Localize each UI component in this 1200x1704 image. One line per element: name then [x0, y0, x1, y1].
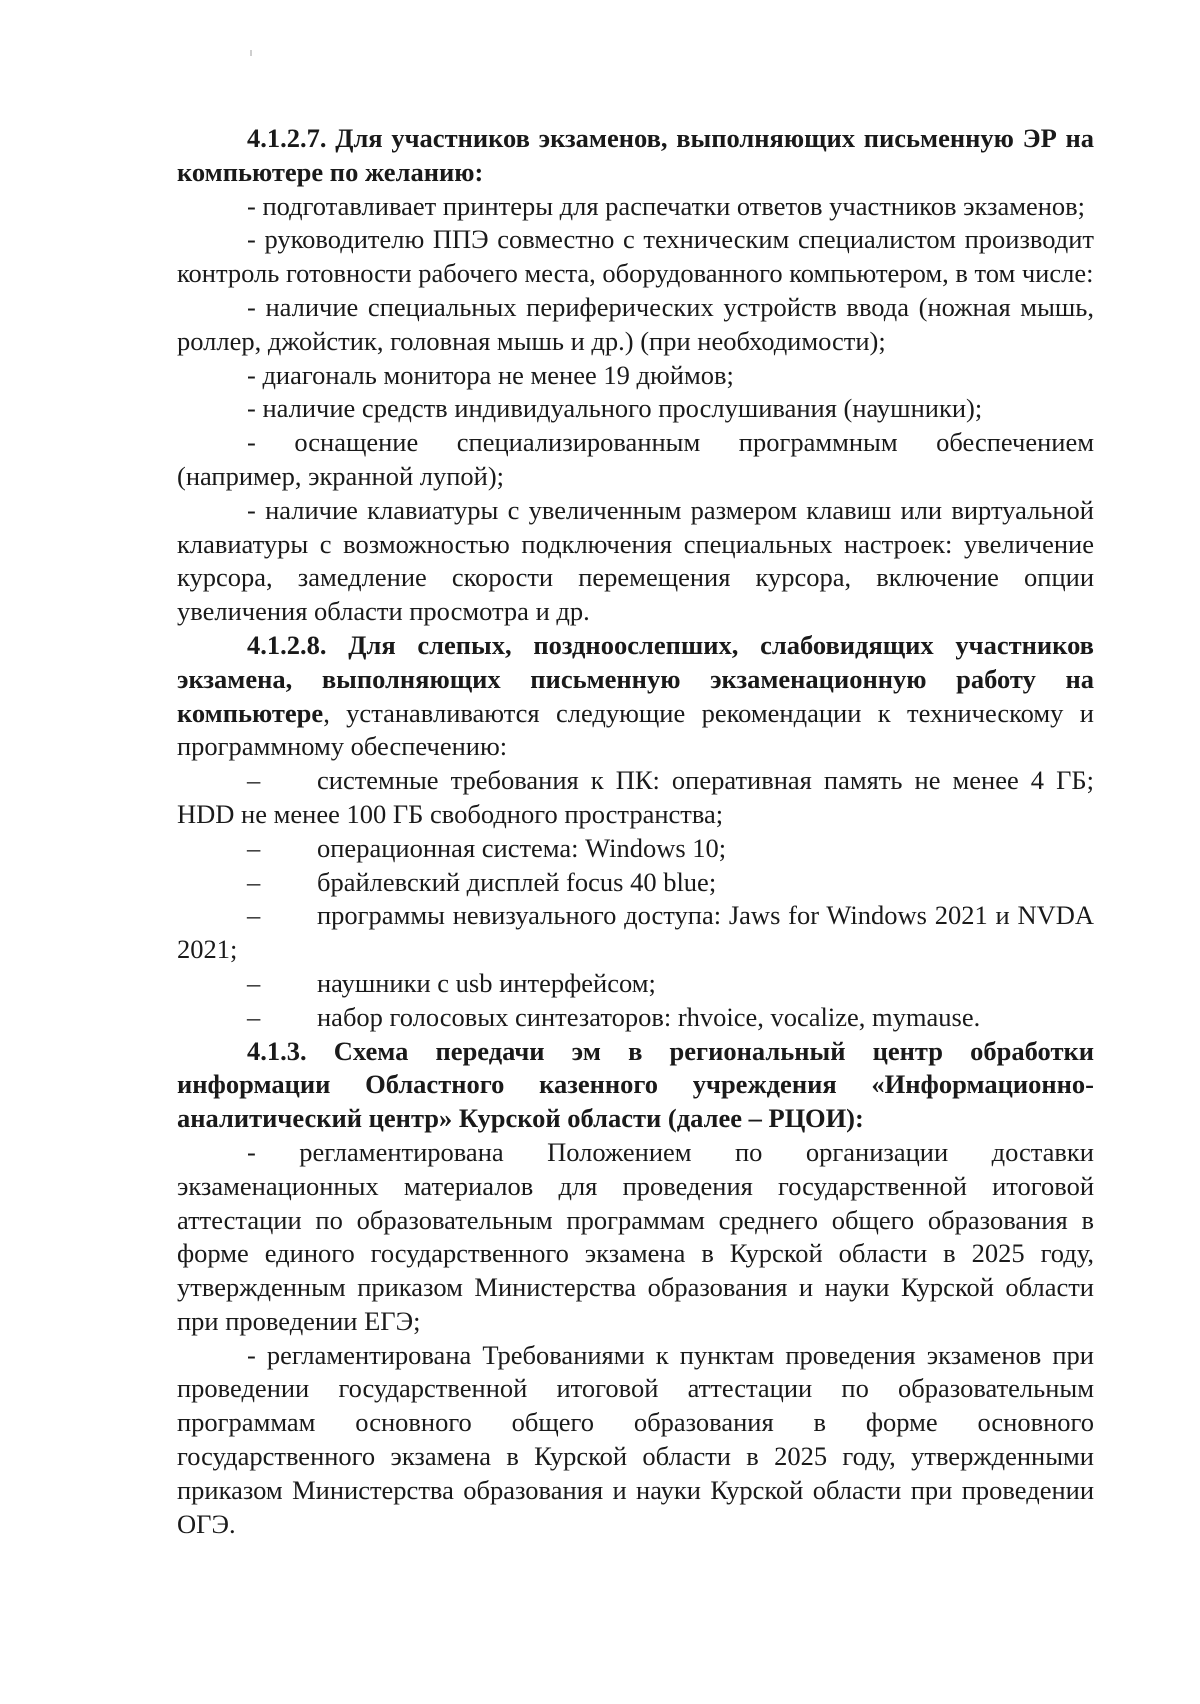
list-item: - руководителю ППЭ совместно с техническим специалистом производит контроль готовности рабочего места, оборудованного компьютером, в том числе:: [177, 224, 1094, 289]
dash-marker: –: [247, 765, 261, 796]
list-item-text: набор голосовых синтезаторов: rhvoice, vocalize, mymause.: [317, 1001, 981, 1032]
list-item-text: операционная система: Windows 10;: [317, 832, 727, 863]
dash-marker: –: [247, 1001, 261, 1032]
list-item: - наличие специальных периферических устройств ввода (ножная мышь, роллер, джойстик, головная мышь и др.) (при необходимости);: [177, 291, 1094, 356]
dash-marker: –: [247, 832, 261, 863]
list-item: [177, 899, 1094, 967]
list-item: - регламентирована Требованиями к пунктам проведения экзаменов при проведении государственной итоговой аттестации по образовательным программам основного общего образования в форме основного государственного экзамена в Курской области в 2025 году, утвержденными приказом Министерства образования и науки Курской области при проведении ОГЭ.: [177, 1339, 1094, 1539]
list-item: - подготавливает принтеры для распечатки ответов участников экзаменов;: [247, 190, 1086, 221]
list-item: [177, 866, 1094, 900]
scan-mark: [250, 50, 252, 56]
dash-marker: –: [247, 900, 261, 931]
list-item: - регламентирована Положением по организации доставки экзаменационных материалов для проведения государственной итоговой аттестации по образовательным программам среднего общего образования в форме единого государственного экзамена в Курской области в 2025 году, утвержденным приказом Министерства образования и науки Курской области при проведении ЕГЭ;: [177, 1136, 1094, 1336]
dash-marker: –: [247, 967, 261, 998]
list-item: [177, 1001, 1094, 1035]
list-item: [177, 764, 1094, 832]
section-heading-4-1-2-8: [177, 629, 1094, 764]
heading-bold-part: 4.1.2.8. Для слепых, поздноослепших, слабовидящих участников экзамена, выполняющих письменную экзаменационную работу на компьютере: [177, 629, 1094, 728]
section-heading-4-1-3: 4.1.3. Схема передачи эм в региональный центр обработки информации Областного казенного учреждения «Информационно-аналитический центр» Курской области (далее – РЦОИ):: [177, 1035, 1094, 1134]
list-item: [177, 967, 1094, 1001]
list-item: - наличие средств индивидуального прослушивания (наушники);: [247, 393, 983, 424]
list-item: - оснащение специализированным программным обеспечением (например, экранной лупой);: [177, 427, 1094, 491]
list-item: - наличие клавиатуры с увеличенным размером клавиш или виртуальной клавиатуры с возможностью подключения специальных настроек: увеличение курсора, замедление скорости перемещения курсора, включение опции увеличения области просмотра и др.: [177, 494, 1094, 627]
list-item-text: системные требования к ПК: оперативная память не менее 4 ГБ; HDD не менее 100 ГБ свободного пространства;: [177, 765, 1094, 829]
dash-marker: –: [247, 866, 261, 897]
list-item: - диагональ монитора не менее 19 дюймов;: [247, 359, 734, 390]
list-item: [177, 832, 1094, 866]
heading-regular-part: , устанавливаются следующие рекомендации к техническому и программному обеспечению:: [177, 697, 1094, 762]
document-page: [177, 122, 1094, 1541]
section-heading-4-1-2-7: 4.1.2.7. Для участников экзаменов, выполняющих письменную ЭР на компьютере по желанию:: [177, 123, 1094, 187]
list-item-text: брайлевский дисплей focus 40 blue;: [317, 866, 717, 897]
list-item-text: программы невизуального доступа: Jaws for Windows 2021 и NVDA 2021;: [177, 900, 1094, 965]
list-item-text: наушники с usb интерфейсом;: [317, 967, 656, 998]
